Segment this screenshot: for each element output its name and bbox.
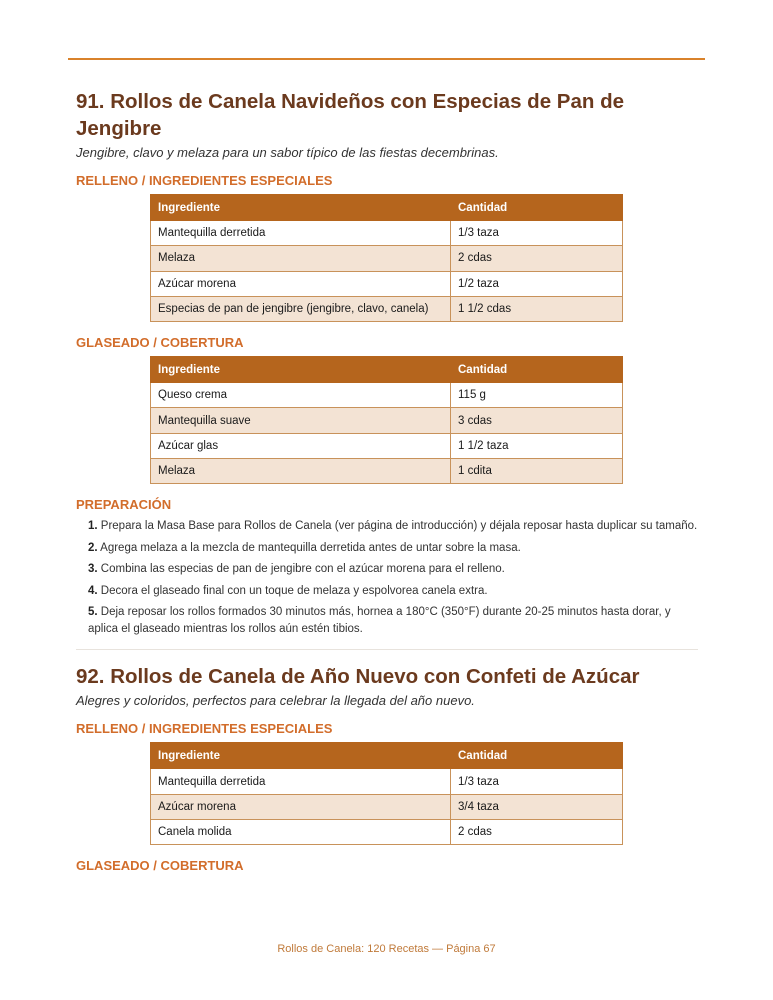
column-header-quantity: Cantidad — [451, 743, 623, 769]
list-item — [88, 583, 698, 600]
quantity-cell: 1 1/2 taza — [451, 433, 623, 458]
step-number: 1. — [88, 520, 98, 533]
column-header-quantity: Cantidad — [451, 195, 623, 221]
glaze-heading: GLASEADO / COBERTURA — [76, 858, 244, 874]
step-text: Agrega melaza a la mezcla de mantequilla derretida antes de untar sobre la masa. — [97, 541, 521, 554]
table-row — [151, 383, 623, 408]
table-row — [151, 794, 623, 819]
filling-heading: RELLENO / INGREDIENTES ESPECIALES — [76, 721, 333, 737]
ingredient-cell: Queso crema — [151, 383, 451, 408]
step-text: Decora el glaseado final con un toque de melaza y espolvorea canela extra. — [97, 584, 488, 597]
table-row — [151, 246, 623, 271]
ingredient-cell: Canela molida — [151, 819, 451, 844]
table-row — [151, 408, 623, 433]
list-item — [88, 604, 698, 638]
ingredient-cell: Mantequilla derretida — [151, 769, 451, 794]
quantity-cell: 1/2 taza — [451, 271, 623, 296]
filling-heading: RELLENO / INGREDIENTES ESPECIALES — [76, 173, 333, 188]
step-text: Deja reposar los rollos formados 30 minutos más, hornea a 180°C (350°F) durante 20-25 minutos hasta dorar, y aplica el glaseado mientras los rollos aún estén tibios. — [88, 606, 671, 636]
glaze-heading: GLASEADO / COBERTURA — [76, 335, 244, 351]
filling-table — [150, 742, 623, 845]
recipe-92 — [76, 663, 698, 875]
table-row — [151, 819, 623, 844]
preparation-heading: PREPARACIÓN — [76, 497, 172, 513]
glaze-table — [150, 356, 623, 484]
table-row — [151, 433, 623, 458]
recipe-title: 91. Rollos de Canela Navideños con Especias de Pan de Jengibre — [76, 90, 625, 140]
ingredient-cell: Mantequilla derretida — [151, 221, 451, 246]
ingredient-cell: Melaza — [151, 246, 451, 271]
quantity-cell: 1/3 taza — [451, 221, 623, 246]
column-header-quantity: Cantidad — [451, 357, 623, 383]
ingredient-cell: Azúcar morena — [151, 271, 451, 296]
table-row — [151, 459, 623, 484]
filling-table — [150, 194, 623, 322]
step-number: 3. — [88, 563, 98, 576]
list-item — [88, 540, 698, 557]
quantity-cell: 115 g — [451, 383, 623, 408]
step-number: 5. — [88, 606, 98, 619]
top-rule — [68, 58, 705, 60]
ingredient-cell: Azúcar glas — [151, 433, 451, 458]
step-number: 4. — [88, 584, 98, 597]
column-header-ingredient: Ingrediente — [151, 743, 451, 769]
ingredient-cell: Especias de pan de jengibre (jengibre, clavo, canela) — [151, 296, 451, 321]
table-header-row — [151, 195, 623, 221]
quantity-cell: 1 cdita — [451, 459, 623, 484]
recipe-subtitle: Jengibre, clavo y melaza para un sabor típico de las fiestas decembrinas. — [76, 145, 499, 160]
preparation-steps — [76, 518, 698, 638]
recipe-divider — [76, 649, 698, 650]
quantity-cell: 1 1/2 cdas — [451, 296, 623, 321]
table-row — [151, 221, 623, 246]
table-header-row — [151, 357, 623, 383]
step-text: Prepara la Masa Base para Rollos de Canela (ver página de introducción) y déjala reposar hasta duplicar su tamaño. — [97, 520, 698, 533]
quantity-cell: 2 cdas — [451, 246, 623, 271]
step-text: Combina las especias de pan de jengibre con el azúcar morena para el relleno. — [97, 563, 505, 576]
table-row — [151, 271, 623, 296]
ingredient-cell: Melaza — [151, 459, 451, 484]
list-item — [88, 561, 698, 578]
table-row — [151, 296, 623, 321]
column-header-ingredient: Ingrediente — [151, 357, 451, 383]
quantity-cell: 2 cdas — [451, 819, 623, 844]
ingredient-cell: Azúcar morena — [151, 794, 451, 819]
list-item — [88, 518, 698, 535]
table-row — [151, 769, 623, 794]
quantity-cell: 3 cdas — [451, 408, 623, 433]
recipe-91 — [76, 88, 698, 638]
page-footer: Rollos de Canela: 120 Recetas — Página 67 — [277, 943, 496, 955]
quantity-cell: 3/4 taza — [451, 794, 623, 819]
quantity-cell: 1/3 taza — [451, 769, 623, 794]
recipe-title: 92. Rollos de Canela de Año Nuevo con Confeti de Azúcar — [76, 665, 640, 689]
recipe-subtitle: Alegres y coloridos, perfectos para celebrar la llegada del año nuevo. — [76, 693, 475, 709]
step-number: 2. — [88, 541, 98, 554]
column-header-ingredient: Ingrediente — [151, 195, 451, 221]
table-header-row — [151, 743, 623, 769]
ingredient-cell: Mantequilla suave — [151, 408, 451, 433]
page-content — [76, 88, 698, 879]
